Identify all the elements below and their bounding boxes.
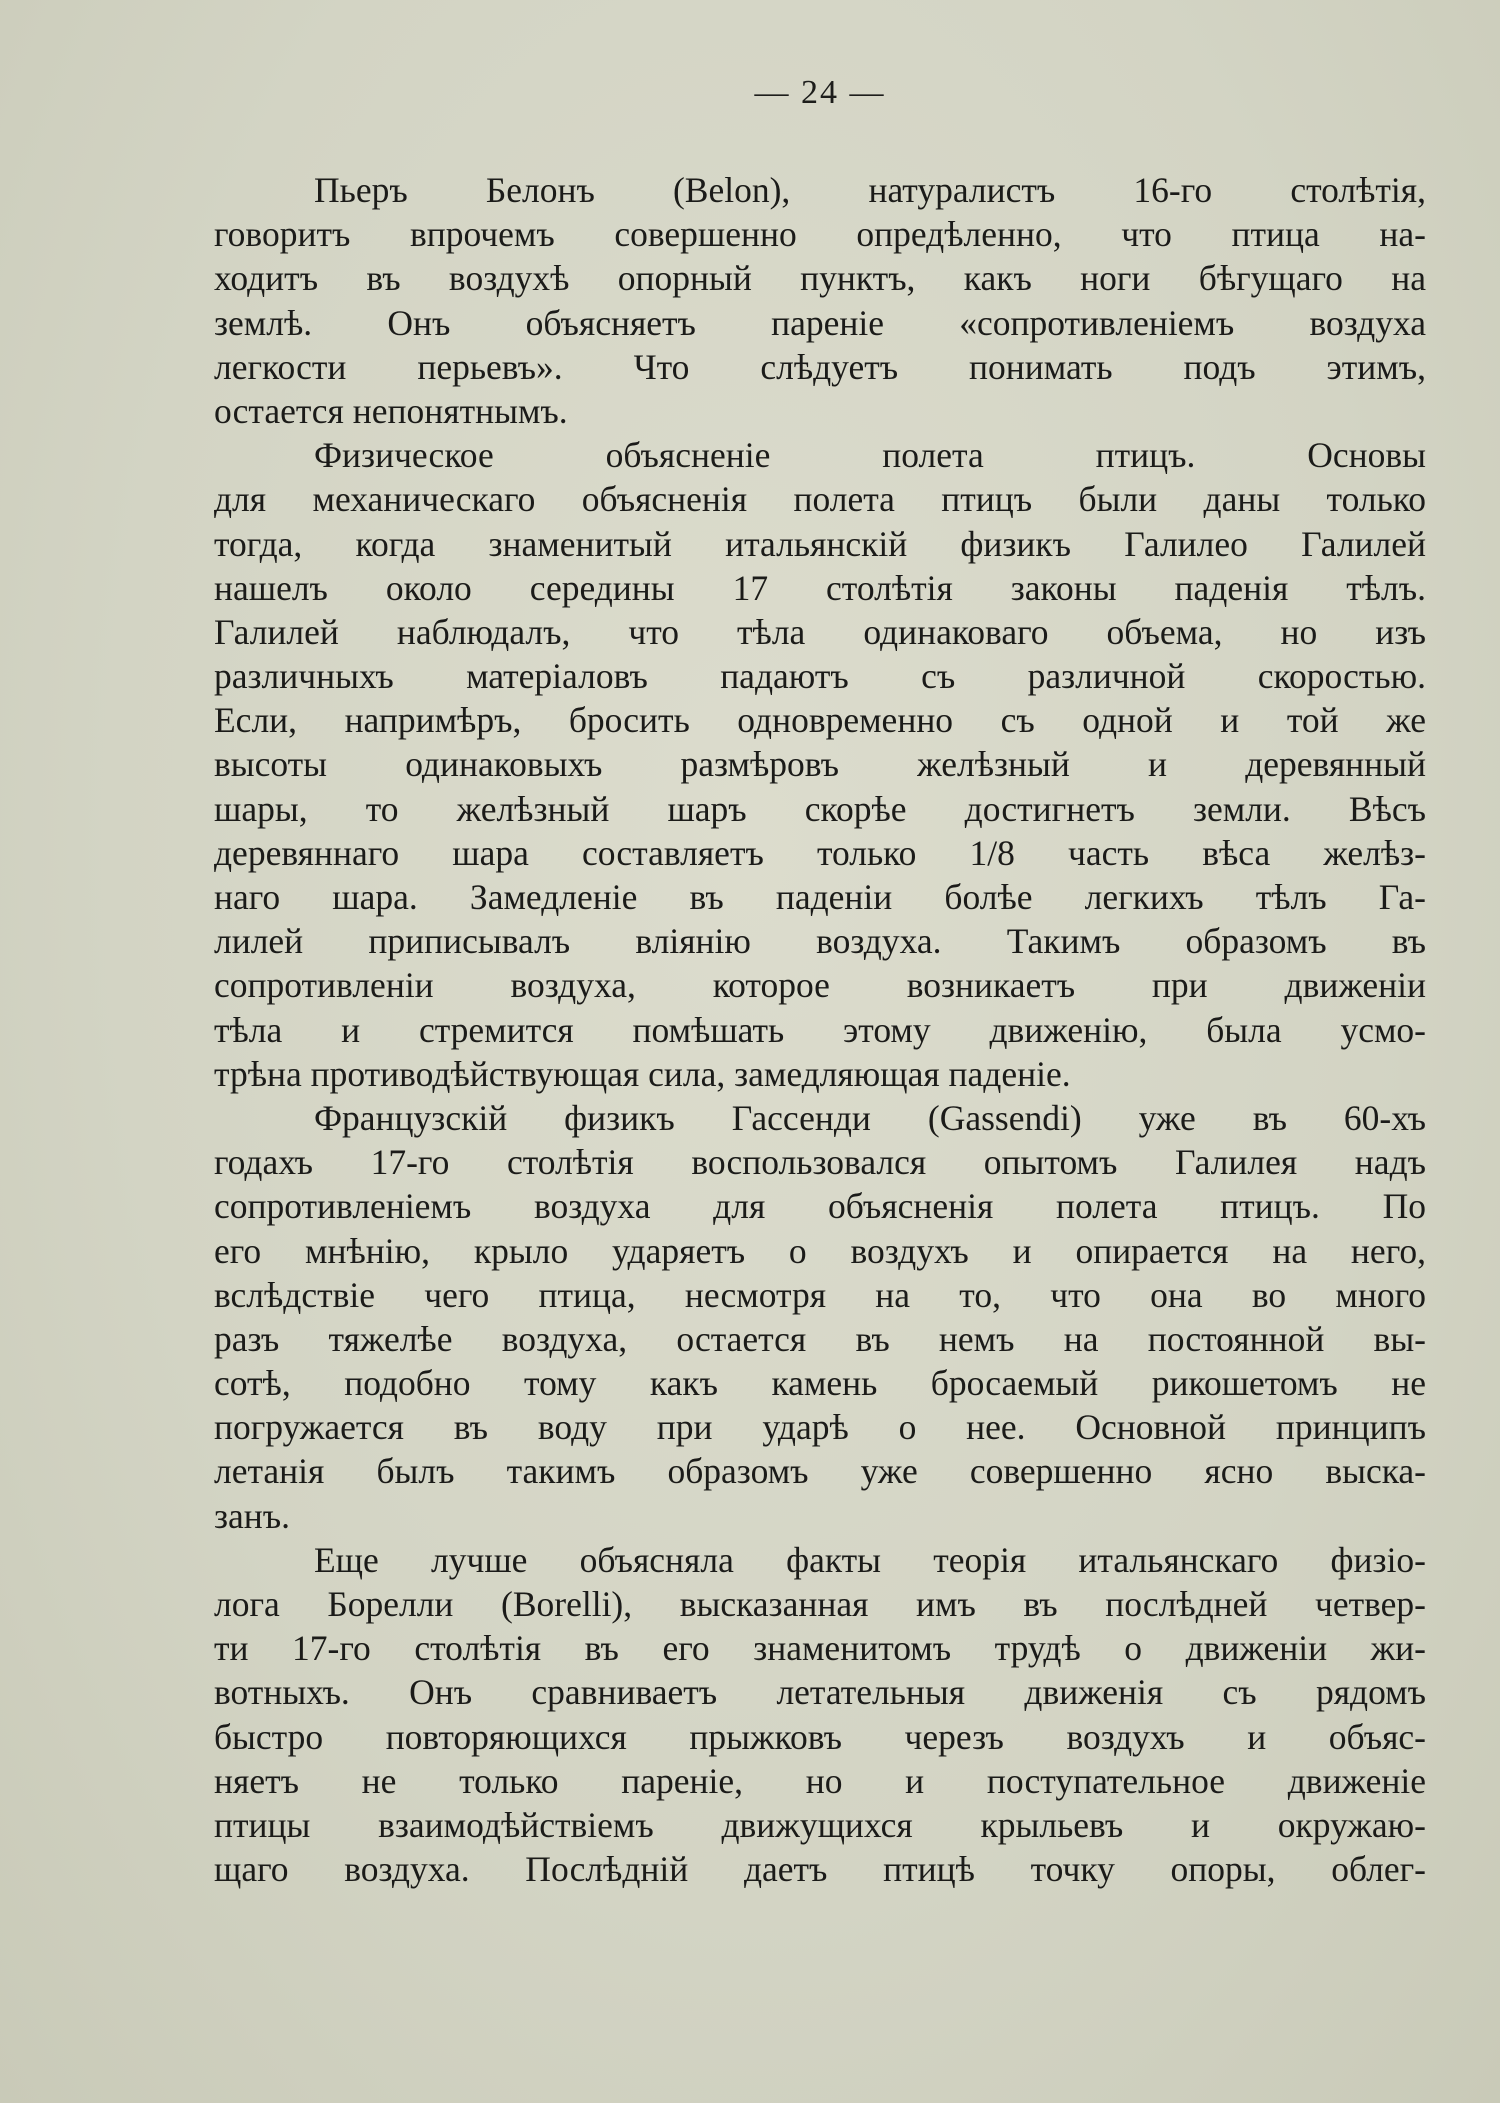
text-line: Пьеръ Белонъ (Belon), натуралистъ 16-го столѣтія, (314, 170, 1426, 210)
text-line: тѣла и стремится помѣшать этому движенію, была усмо- (214, 1009, 1426, 1050)
text-line: деревяннаго шара составляетъ только 1/8 часть вѣса желѣз- (214, 832, 1426, 873)
text-line: нашелъ около середины 17 столѣтія законы паденія тѣлъ. (214, 567, 1426, 608)
text-line: быстро повторяющихся прыжковъ черезъ воздухъ и объяс- (214, 1716, 1426, 1757)
text-line: легкости перьевъ». Что слѣдуетъ понимать подъ этимъ, (214, 346, 1426, 387)
text-line: для механическаго объясненія полета птицъ были даны только (214, 479, 1426, 520)
text-line: сопротивленіемъ воздуха для объясненія полета птицъ. По (214, 1186, 1426, 1227)
text-line: няетъ не только пареніе, но и поступательное движеніе (214, 1760, 1426, 1801)
page-number: — 24 — (754, 74, 886, 111)
text-line: лилей приписывалъ вліянію воздуха. Такимъ образомъ въ (214, 921, 1426, 962)
text-line: летанія былъ такимъ образомъ уже совершенно ясно выска- (214, 1451, 1426, 1492)
text-line: вслѣдствіе чего птица, несмотря на то, что она во много (214, 1274, 1426, 1315)
text-line: землѣ. Онъ объясняетъ пареніе «сопротивленіемъ воздуха (214, 302, 1426, 343)
text-line: занъ. (214, 1495, 291, 1536)
text-line: наго шара. Замедленіе въ паденіи болѣе легкихъ тѣлъ Га- (214, 877, 1426, 917)
text-line: ходитъ въ воздухѣ опорный пунктъ, какъ ноги бѣгущаго на (214, 258, 1426, 299)
text-line: Физическое объясненіе полета птицъ. Основы (314, 435, 1426, 476)
text-line: сопротивленіи воздуха, которое возникаетъ при движеніи (214, 965, 1426, 1006)
body-text (214, 168, 1426, 1891)
text-line: лога Борелли (Borelli), высказанная имъ въ послѣдней четвер- (214, 1584, 1426, 1624)
text-line: разъ тяжелѣе воздуха, остается въ немъ на постоянной вы- (214, 1318, 1426, 1359)
text-line: Французскій физикъ Гассенди (Gassendi) уже въ 60-хъ (314, 1097, 1426, 1138)
text-line: шары, то желѣзный шаръ скорѣе достигнетъ земли. Вѣсъ (214, 788, 1426, 829)
text-line: щаго воздуха. Послѣдній даетъ птицѣ точку опоры, облег- (214, 1849, 1426, 1890)
text-line: Галилей наблюдалъ, что тѣла одинаковаго объема, но изъ (214, 611, 1426, 652)
text-line: ти 17-го столѣтія въ его знаменитомъ трудѣ о движеніи жи- (214, 1628, 1426, 1669)
text-line: Если, напримѣръ, бросить одновременно съ одной и той же (214, 700, 1426, 741)
text-line: трѣна противодѣйствующая сила, замедляющая паденіе. (214, 1053, 1071, 1094)
text-line: птицы взаимодѣйствіемъ движущихся крыльевъ и окружаю- (214, 1804, 1426, 1845)
text-line: тогда, когда знаменитый итальянскій физикъ Галилео Галилей (214, 523, 1426, 564)
text-line: сотѣ, подобно тому какъ камень бросаемый рикошетомъ не (214, 1363, 1426, 1404)
text-line: погружается въ воду при ударѣ о нее. Основной принципъ (214, 1407, 1426, 1448)
text-line: остается непонятнымъ. (214, 390, 568, 431)
text-line: вотныхъ. Онъ сравниваетъ летательныя движенія съ рядомъ (214, 1672, 1426, 1713)
text-line: его мнѣнію, крыло ударяетъ о воздухъ и опирается на него, (214, 1230, 1426, 1271)
text-line: высоты одинаковыхъ размѣровъ желѣзный и деревянный (214, 744, 1426, 785)
text-line: годахъ 17-го столѣтія воспользовался опытомъ Галилея надъ (214, 1142, 1426, 1183)
text-line: различныхъ матеріаловъ падаютъ съ различной скоростью. (214, 656, 1426, 697)
text-line: Еще лучше объясняла факты теорія итальянскаго физіо- (314, 1539, 1426, 1580)
text-line: говоритъ впрочемъ совершенно опредѣленно, что птица на- (214, 214, 1426, 255)
